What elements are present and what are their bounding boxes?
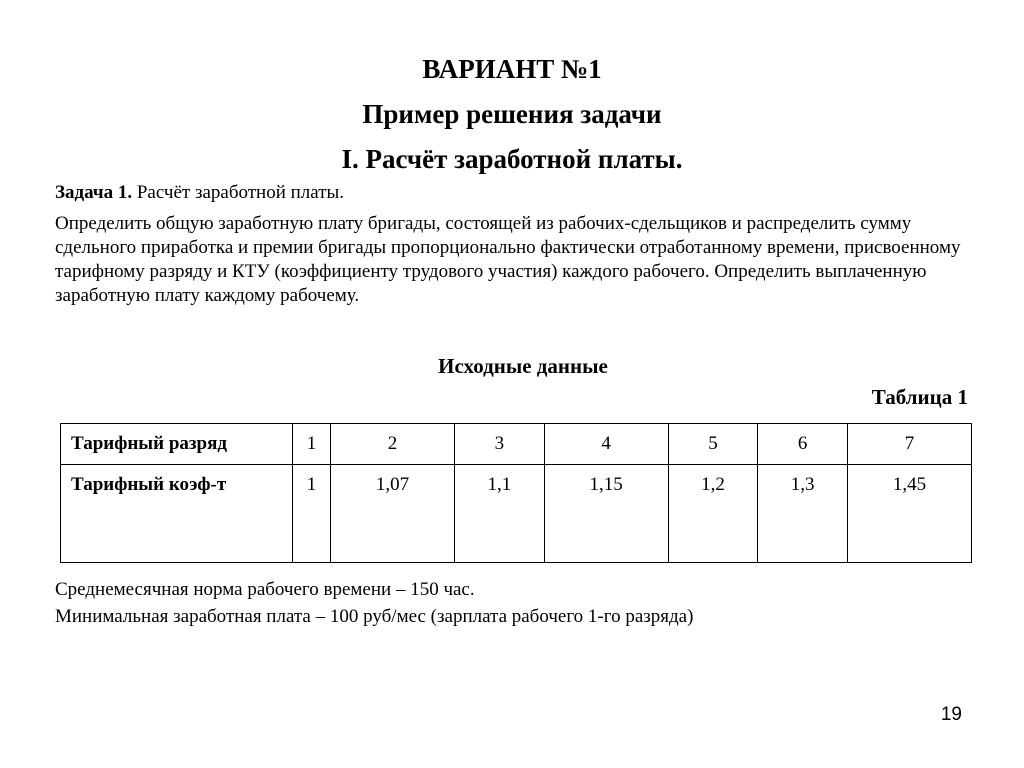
table-cell: 1,15 [544, 465, 668, 563]
task-description: Определить общую заработную плату бригады, состоящей из рабочих-сдельщиков и распределить сумму сдельного приработка и премии бригады пропорционально фактически отработанному времени, присвоенному тарифному разряду и КТУ (коэффициенту трудового участия) каждого рабочего. Определить выплаченную заработную плату каждому рабочему. [55, 213, 961, 306]
table-cell: 1,07 [331, 465, 455, 563]
table-cell: 2 [331, 424, 455, 465]
task-name: Расчёт заработной платы. [132, 182, 345, 203]
section-title: I. Расчёт заработной платы. [341, 144, 683, 174]
work-norm-note: Среднемесячная норма рабочего времени – 150 час. [55, 579, 475, 600]
table-cell: 1,2 [668, 465, 758, 563]
task-label: Задача 1. [55, 182, 133, 203]
table-cell: 7 [847, 424, 971, 465]
table-cell: 5 [668, 424, 758, 465]
table-cell: 1,45 [847, 465, 971, 563]
table-row-coefficient [61, 465, 972, 563]
initial-data-heading: Исходные данные [438, 354, 608, 378]
variant-title: ВАРИАНТ №1 [422, 54, 602, 84]
table-cell: 4 [544, 424, 668, 465]
table-label: Таблица 1 [871, 385, 968, 409]
tariff-table [60, 423, 972, 563]
table-cell: 1,1 [455, 465, 545, 563]
table-cell: 1,3 [758, 465, 848, 563]
table-row-grade [61, 424, 972, 465]
table-cell: 6 [758, 424, 848, 465]
minimum-wage-note: Минимальная заработная плата – 100 руб/мес (зарплата рабочего 1-го разряда) [55, 606, 694, 627]
table-cell: 3 [455, 424, 545, 465]
table-cell: 1 [293, 465, 331, 563]
row-header-coefficient: Тарифный коэф-т [61, 465, 293, 563]
table-cell: 1 [293, 424, 331, 465]
row-header-grade: Тарифный разряд [61, 424, 293, 465]
page-number: 19 [940, 704, 962, 725]
example-subtitle: Пример решения задачи [362, 99, 662, 129]
task-heading [55, 181, 985, 205]
